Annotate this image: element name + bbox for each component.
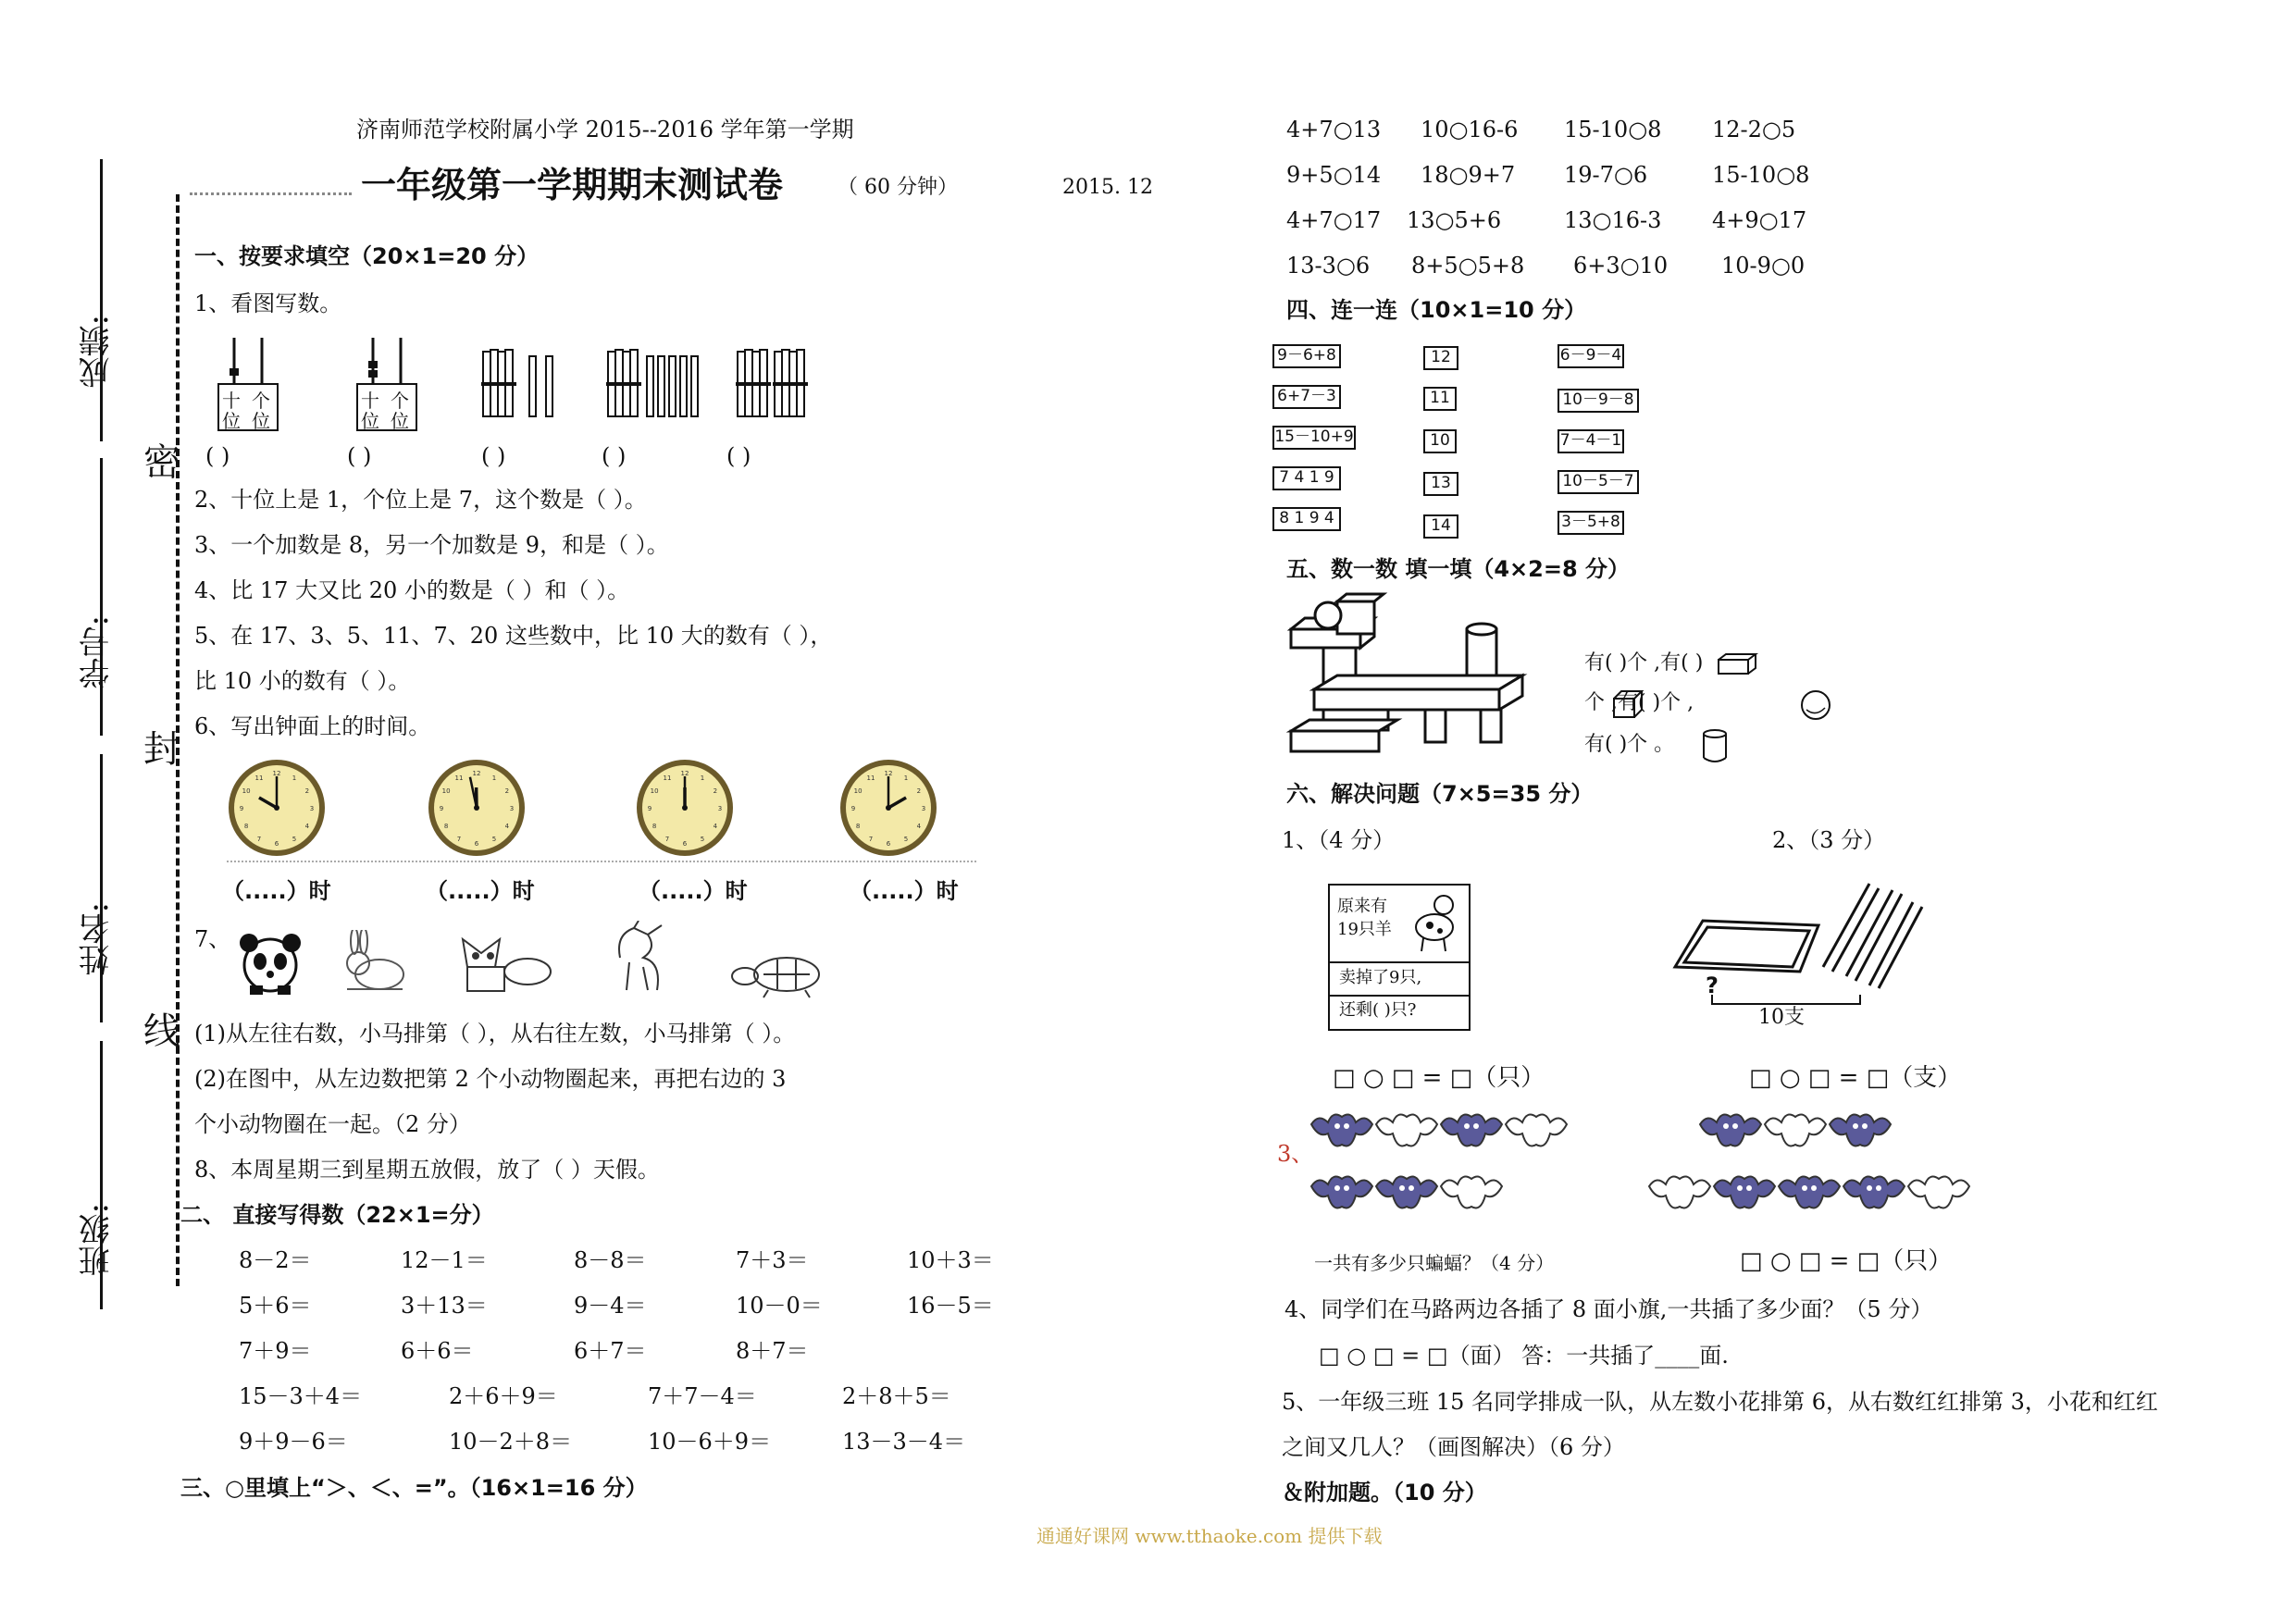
section6-heading: 六、解决问题（7×5=35 分） bbox=[1286, 781, 1594, 807]
q8-text: 8、本周星期三到星期五放假，放了（ ）天假。 bbox=[194, 1157, 660, 1183]
section2-heading: 二、 直接写得数（22×1=分） bbox=[180, 1202, 494, 1228]
section1-heading: 一、按要求填空（20×1=20 分） bbox=[194, 243, 540, 269]
svg-text:3: 3 bbox=[509, 805, 515, 812]
q7-part2-a: (2)在图中，从左边数把第 2 个小动物圈起来，再把右边的 3 bbox=[194, 1066, 787, 1092]
clock-answer-1[interactable]: （.....）时 bbox=[222, 878, 331, 904]
svg-text:7: 7 bbox=[456, 835, 462, 843]
q1-blank-5[interactable]: ( ) bbox=[726, 443, 751, 469]
svg-text:12: 12 bbox=[472, 770, 481, 777]
svg-text:1: 1 bbox=[292, 774, 297, 783]
score-label: 成绩: bbox=[79, 315, 116, 389]
svg-text:9: 9 bbox=[239, 805, 244, 812]
svg-text:10: 10 bbox=[242, 787, 251, 795]
section4-heading: 四、连一连（10×1=10 分） bbox=[1286, 297, 1587, 323]
compare-item[interactable]: 13○16-3 bbox=[1564, 207, 1662, 233]
mental-math-item[interactable]: 10＋3＝ bbox=[907, 1247, 994, 1273]
binding-line-mid2 bbox=[100, 754, 103, 1022]
q7-part1: (1)从左往右数，小马排第（ ），从右往左数，小马排第（ ）。 bbox=[194, 1021, 796, 1047]
mental-math-item[interactable]: 10－0＝ bbox=[736, 1293, 823, 1319]
sheep-icon bbox=[1407, 888, 1462, 953]
match-number-box[interactable]: 14 bbox=[1423, 514, 1458, 539]
bat-icon bbox=[1374, 1168, 1439, 1219]
problem2-equation[interactable]: □ ○ □ = □（支） bbox=[1749, 1064, 1962, 1092]
abacus-1-ones: 个 bbox=[252, 390, 270, 412]
bat-icon bbox=[1712, 1168, 1777, 1219]
svg-text:9: 9 bbox=[647, 805, 652, 812]
mental-math-item[interactable]: 10－2＋8＝ bbox=[449, 1429, 573, 1455]
svg-text:11: 11 bbox=[663, 774, 672, 783]
seal-xian: 线 bbox=[143, 1010, 180, 1053]
student-id-label: 学号: bbox=[79, 615, 116, 689]
binding-line-mid bbox=[100, 458, 103, 736]
bat-icon bbox=[1374, 1106, 1439, 1157]
q7-part2-b: 个小动物圈在一起。（2 分） bbox=[194, 1111, 471, 1137]
compare-item[interactable]: 9+5○14 bbox=[1286, 162, 1382, 188]
compare-item[interactable]: 10-9○0 bbox=[1721, 253, 1806, 279]
blocks-picture bbox=[1286, 592, 1536, 759]
svg-text:6: 6 bbox=[682, 840, 688, 848]
clock-answer-2[interactable]: （.....）时 bbox=[426, 878, 535, 904]
bat-icon bbox=[1828, 1106, 1893, 1157]
stick-bundle-3 bbox=[736, 347, 810, 421]
svg-text:2: 2 bbox=[304, 787, 310, 795]
exam-date: 2015. 12 bbox=[1062, 176, 1153, 199]
compare-item[interactable]: 19-7○6 bbox=[1564, 162, 1648, 188]
bat-icon bbox=[1309, 1168, 1374, 1219]
mental-math-item[interactable]: 7＋7－4＝ bbox=[648, 1383, 757, 1409]
q4-text: 4、比 17 大又比 20 小的数是（ ）和（ ）。 bbox=[194, 577, 630, 603]
svg-text:12: 12 bbox=[272, 770, 281, 777]
abacus-1-tens: 十 bbox=[222, 390, 241, 412]
svg-text:9: 9 bbox=[850, 805, 856, 812]
match-right-box[interactable]: 10－9－8 bbox=[1558, 389, 1639, 413]
school-line: 济南师范学校附属小学 2015--2016 学年第一学期 bbox=[356, 117, 854, 142]
match-right-box[interactable]: 6－9－4 bbox=[1558, 344, 1624, 368]
match-right-box[interactable]: 7－4－1 bbox=[1558, 429, 1624, 453]
svg-text:7: 7 bbox=[664, 835, 670, 843]
svg-text:6: 6 bbox=[274, 840, 279, 848]
title-dots bbox=[190, 192, 352, 195]
mental-math-item[interactable]: 5＋6＝ bbox=[239, 1293, 312, 1319]
clock-4 bbox=[838, 757, 939, 859]
mental-math-item[interactable]: 13－3－4＝ bbox=[842, 1429, 966, 1455]
svg-text:2: 2 bbox=[916, 787, 922, 795]
clock-2 bbox=[426, 757, 527, 859]
bat-icon bbox=[1763, 1106, 1828, 1157]
svg-text:12: 12 bbox=[680, 770, 689, 777]
bat-icon bbox=[1842, 1168, 1906, 1219]
svg-text:3: 3 bbox=[717, 805, 723, 812]
binding-line-top bbox=[100, 159, 103, 441]
cylinder-icon bbox=[1701, 728, 1729, 763]
problem3-equation[interactable]: □ ○ □ = □（只） bbox=[1740, 1247, 1953, 1275]
q1-blank-3[interactable]: ( ) bbox=[481, 443, 506, 469]
bat-icon bbox=[1439, 1168, 1504, 1219]
svg-text:1: 1 bbox=[700, 774, 705, 783]
turtle-icon bbox=[726, 948, 838, 999]
q7-label: 7、 bbox=[194, 926, 231, 952]
svg-text:9: 9 bbox=[439, 805, 444, 812]
bat-icon bbox=[1906, 1168, 1971, 1219]
mental-math-item[interactable]: 8＋7＝ bbox=[736, 1338, 809, 1364]
svg-text:8: 8 bbox=[243, 823, 249, 830]
match-number-box[interactable]: 12 bbox=[1423, 346, 1458, 370]
rabbit-icon bbox=[338, 930, 412, 995]
match-right-box[interactable]: 3－5+8 bbox=[1558, 511, 1624, 535]
svg-text:10: 10 bbox=[650, 787, 659, 795]
seal-feng: 封 bbox=[143, 728, 180, 771]
tray-count: 10支 bbox=[1758, 1006, 1805, 1029]
mental-math-item[interactable]: 16－5＝ bbox=[907, 1293, 994, 1319]
clock-answer-4[interactable]: （.....）时 bbox=[850, 878, 959, 904]
svg-text:3: 3 bbox=[309, 805, 315, 812]
compare-item[interactable]: 15-10○8 bbox=[1564, 117, 1662, 142]
match-left-box[interactable]: 6+7－3 bbox=[1272, 385, 1341, 409]
tray-question-mark: ? bbox=[1706, 973, 1719, 998]
clock-dotted-rule bbox=[227, 861, 976, 862]
svg-text:11: 11 bbox=[254, 774, 264, 783]
svg-text:4: 4 bbox=[713, 823, 718, 830]
mental-math-item[interactable]: 15－3＋4＝ bbox=[239, 1383, 363, 1409]
section3-heading: 三、○里填上“＞、＜、=”。（16×1=16 分） bbox=[180, 1475, 648, 1501]
compare-item[interactable]: 12-2○5 bbox=[1712, 117, 1796, 142]
abacus-2-tens: 十 bbox=[361, 390, 379, 412]
compare-item[interactable]: 18○9+7 bbox=[1421, 162, 1516, 188]
q5-text-a: 5、在 17、3、5、11、7、20 这些数中，比 10 大的数有（ ）， bbox=[194, 623, 833, 649]
q1-blank-1[interactable]: ( ) bbox=[205, 443, 230, 469]
svg-text:10: 10 bbox=[441, 787, 451, 795]
card-line-1: 原来有 bbox=[1337, 897, 1387, 916]
abacus-2-pos-b: 位 bbox=[391, 410, 409, 432]
problem4-equation[interactable]: □ ○ □ = □（面） 答：一共插了____面. bbox=[1319, 1343, 1729, 1369]
problem4-text: 4、同学们在马路两边各插了 8 面小旗,一共插了多少面？（5 分） bbox=[1285, 1296, 1933, 1322]
cuboid-icon bbox=[1717, 652, 1758, 676]
section5-heading: 五、数一数 填一填（4×2=8 分） bbox=[1286, 556, 1631, 582]
compare-item[interactable]: 4+7○13 bbox=[1286, 117, 1382, 142]
problem5-text-a: 5、一年级三班 15 名同学排成一队，从左数小花排第 6，从右数红红排第 3，小花和红红 bbox=[1282, 1389, 2158, 1415]
exam-duration: （ 60 分钟） bbox=[838, 176, 958, 199]
svg-text:7: 7 bbox=[256, 835, 262, 843]
compare-item[interactable]: 8+5○5+8 bbox=[1411, 253, 1525, 279]
abacus-2-pos-a: 位 bbox=[361, 410, 379, 432]
mental-math-item[interactable]: 8－8＝ bbox=[574, 1247, 647, 1273]
bat-icon bbox=[1698, 1106, 1763, 1157]
stick-bundle-1 bbox=[481, 347, 565, 421]
stick-bundle-2 bbox=[606, 347, 708, 421]
problem3-label: 3、 bbox=[1277, 1141, 1314, 1167]
seal-mi: 密 bbox=[143, 441, 180, 484]
compare-item[interactable]: 13-3○6 bbox=[1286, 253, 1371, 279]
fox-icon bbox=[453, 930, 555, 995]
match-left-box[interactable]: 9－6+8 bbox=[1272, 344, 1341, 368]
match-number-box[interactable]: 11 bbox=[1423, 387, 1457, 411]
compare-item[interactable]: 10○16-6 bbox=[1421, 117, 1519, 142]
problem2-label: 2、（3 分） bbox=[1772, 827, 1886, 853]
mental-math-item[interactable]: 9＋9－6＝ bbox=[239, 1429, 348, 1455]
mental-math-item[interactable]: 2＋8＋5＝ bbox=[842, 1383, 951, 1409]
bat-icon bbox=[1439, 1106, 1504, 1157]
class-label: 班级: bbox=[79, 1203, 116, 1277]
compare-item[interactable]: 4+7○17 bbox=[1286, 207, 1382, 233]
svg-text:4: 4 bbox=[504, 823, 510, 830]
svg-text:11: 11 bbox=[454, 774, 464, 783]
mental-math-item[interactable]: 8－2＝ bbox=[239, 1247, 312, 1273]
svg-text:1: 1 bbox=[903, 774, 909, 783]
q1-text: 1、看图写数。 bbox=[194, 291, 342, 316]
bat-icon bbox=[1504, 1106, 1569, 1157]
bat-icon bbox=[1777, 1168, 1842, 1219]
svg-text:5: 5 bbox=[491, 835, 497, 843]
svg-text:1: 1 bbox=[491, 774, 497, 783]
bat-icon bbox=[1309, 1106, 1374, 1157]
q2-text: 2、十位上是 1，个位上是 7，这个数是（ ）。 bbox=[194, 487, 647, 513]
q6-text: 6、写出钟面上的时间。 bbox=[194, 713, 431, 739]
mental-math-item[interactable]: 7＋9＝ bbox=[239, 1338, 312, 1364]
footer-credit: 通通好课网 www.tthaoke.com 提供下载 bbox=[1036, 1525, 1383, 1547]
mental-math-item[interactable]: 10－6＋9＝ bbox=[648, 1429, 772, 1455]
svg-text:2: 2 bbox=[713, 787, 718, 795]
q5-text-b: 比 10 小的数有（ ）。 bbox=[194, 668, 411, 694]
svg-text:11: 11 bbox=[866, 774, 875, 783]
match-number-box[interactable]: 13 bbox=[1423, 472, 1458, 496]
problem1-label: 1、（4 分） bbox=[1282, 827, 1396, 853]
count-line-1: 有( )个 ,有( ) bbox=[1584, 651, 1704, 675]
svg-text:4: 4 bbox=[304, 823, 310, 830]
name-label: 姓名: bbox=[79, 902, 116, 976]
svg-text:5: 5 bbox=[903, 835, 909, 843]
count-line-2: 个 ,有( )个 , bbox=[1584, 691, 1694, 714]
mental-math-item[interactable]: 2＋6＋9＝ bbox=[449, 1383, 558, 1409]
sphere-icon bbox=[1799, 689, 1832, 721]
problem3-question: 一共有多少只蝙蝠？（4 分） bbox=[1314, 1252, 1555, 1274]
compare-item[interactable]: 15-10○8 bbox=[1712, 162, 1810, 188]
q3-text: 3、一个加数是 8，另一个加数是 9，和是（ ）。 bbox=[194, 532, 669, 558]
abacus-1-pos-b: 位 bbox=[252, 410, 270, 432]
svg-text:10: 10 bbox=[853, 787, 863, 795]
bonus-heading: ＆附加题。（10 分） bbox=[1282, 1480, 1487, 1505]
clock-3 bbox=[634, 757, 736, 859]
compare-item[interactable]: 13○5+6 bbox=[1407, 207, 1502, 233]
match-number-box[interactable]: 10 bbox=[1423, 429, 1457, 453]
svg-text:2: 2 bbox=[504, 787, 510, 795]
cube-icon bbox=[1612, 689, 1645, 719]
match-left-box[interactable]: 7 4 1 9 bbox=[1272, 466, 1341, 490]
clock-1 bbox=[226, 757, 328, 859]
compare-item[interactable]: 4+9○17 bbox=[1712, 207, 1807, 233]
q1-blank-4[interactable]: ( ) bbox=[602, 443, 627, 469]
svg-text:3: 3 bbox=[921, 805, 926, 812]
problem5-text-b: 之间又几人？（画图解决）（6 分） bbox=[1282, 1434, 1625, 1460]
mental-math-item[interactable]: 9－4＝ bbox=[574, 1293, 647, 1319]
card-line-2: 19只羊 bbox=[1337, 920, 1392, 939]
svg-text:8: 8 bbox=[443, 823, 449, 830]
count-line-3: 有( )个 。 bbox=[1584, 733, 1675, 756]
match-left-box[interactable]: 8 1 9 4 bbox=[1272, 507, 1341, 531]
mental-math-item[interactable]: 3＋13＝ bbox=[401, 1293, 488, 1319]
bat-icon bbox=[1647, 1168, 1712, 1219]
svg-text:6: 6 bbox=[474, 840, 479, 848]
clock-answer-3[interactable]: （.....）时 bbox=[639, 878, 748, 904]
svg-text:4: 4 bbox=[916, 823, 922, 830]
card-line-3: 卖掉了9只, bbox=[1339, 968, 1422, 987]
svg-text:5: 5 bbox=[700, 835, 705, 843]
svg-text:12: 12 bbox=[884, 770, 893, 777]
svg-text:6: 6 bbox=[886, 840, 891, 848]
mental-math-item[interactable]: 7＋3＝ bbox=[736, 1247, 809, 1273]
q1-blank-2[interactable]: ( ) bbox=[347, 443, 372, 469]
mental-math-item[interactable]: 6＋7＝ bbox=[574, 1338, 647, 1364]
page-title: 一年级第一学期期末测试卷 bbox=[361, 165, 784, 205]
svg-text:8: 8 bbox=[855, 823, 861, 830]
mental-math-item[interactable]: 12－1＝ bbox=[401, 1247, 488, 1273]
svg-text:8: 8 bbox=[652, 823, 657, 830]
abacus-2-ones: 个 bbox=[391, 390, 409, 412]
match-right-box[interactable]: 10－5－7 bbox=[1558, 470, 1639, 494]
mental-math-item[interactable]: 6＋6＝ bbox=[401, 1338, 474, 1364]
compare-item[interactable]: 6+3○10 bbox=[1573, 253, 1669, 279]
card-line-4: 还剩( )只? bbox=[1339, 1000, 1417, 1020]
panda-icon bbox=[236, 930, 305, 995]
problem1-equation[interactable]: □ ○ □ = □（只） bbox=[1333, 1064, 1545, 1092]
match-left-box[interactable]: 15－10+9 bbox=[1272, 426, 1356, 450]
horse-icon bbox=[606, 921, 680, 995]
svg-text:5: 5 bbox=[292, 835, 297, 843]
abacus-1-pos-a: 位 bbox=[222, 410, 241, 432]
svg-text:7: 7 bbox=[868, 835, 874, 843]
